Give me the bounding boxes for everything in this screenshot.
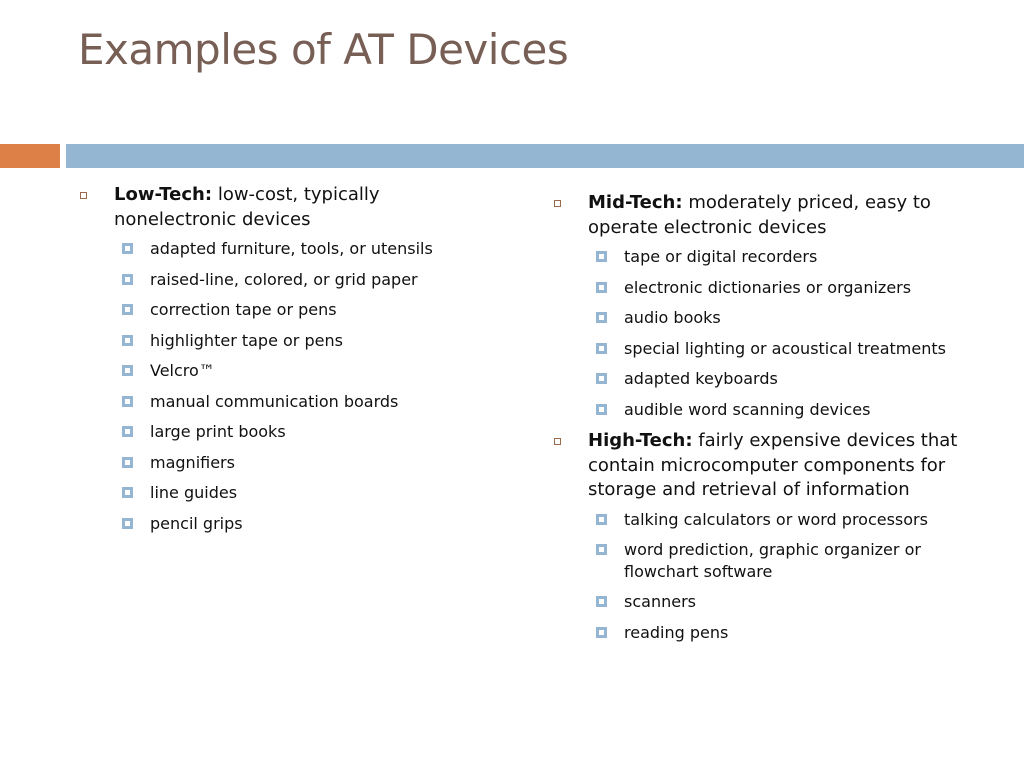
list-item: audio books	[588, 307, 982, 329]
square-bullet-icon	[596, 251, 607, 262]
low-tech-description: low-cost, typically nonelectronic devices	[114, 184, 380, 230]
list-item: Velcro™	[114, 360, 498, 382]
square-bullet-icon	[80, 192, 87, 199]
square-bullet-icon	[596, 404, 607, 415]
square-bullet-icon	[554, 200, 561, 207]
accent-bar-orange	[0, 144, 60, 168]
list-item: adapted furniture, tools, or utensils	[114, 238, 498, 260]
low-tech-label: Low-Tech:	[114, 184, 213, 205]
left-column	[78, 183, 498, 543]
list-item: raised-line, colored, or grid paper	[114, 269, 498, 291]
list-item: talking calculators or word processors	[588, 509, 982, 531]
square-bullet-icon	[596, 282, 607, 293]
list-item: scanners	[588, 591, 982, 613]
high-tech-item	[552, 429, 982, 643]
square-bullet-icon	[122, 426, 133, 437]
list-item: correction tape or pens	[114, 299, 498, 321]
list-item: large print books	[114, 421, 498, 443]
square-bullet-icon	[596, 627, 607, 638]
list-item: audible word scanning devices	[588, 399, 982, 421]
low-tech-item	[78, 183, 498, 534]
slide-title: Examples of AT Devices	[78, 25, 569, 74]
list-item: magnifiers	[114, 452, 498, 474]
square-bullet-icon	[122, 365, 133, 376]
list-item: highlighter tape or pens	[114, 330, 498, 352]
square-bullet-icon	[122, 304, 133, 315]
mid-tech-label: Mid-Tech:	[588, 192, 683, 213]
square-bullet-icon	[596, 373, 607, 384]
square-bullet-icon	[596, 312, 607, 323]
list-item: special lighting or acoustical treatments	[588, 338, 982, 360]
square-bullet-icon	[122, 457, 133, 468]
square-bullet-icon	[554, 438, 561, 445]
list-item: pencil grips	[114, 513, 498, 535]
square-bullet-icon	[596, 596, 607, 607]
right-column	[552, 191, 982, 652]
square-bullet-icon	[122, 518, 133, 529]
mid-tech-item	[552, 191, 982, 420]
high-tech-examples-list	[588, 509, 982, 644]
low-tech-examples-list	[114, 238, 498, 534]
square-bullet-icon	[596, 514, 607, 525]
list-item: word prediction, graphic organizer or flowchart software	[588, 539, 982, 582]
list-item: reading pens	[588, 622, 982, 644]
square-bullet-icon	[122, 335, 133, 346]
square-bullet-icon	[122, 274, 133, 285]
list-item: manual communication boards	[114, 391, 498, 413]
mid-tech-description: moderately priced, easy to operate electronic devices	[588, 192, 931, 238]
square-bullet-icon	[596, 343, 607, 354]
high-tech-label: High-Tech:	[588, 430, 693, 451]
list-item: tape or digital recorders	[588, 246, 982, 268]
accent-bar-blue	[66, 144, 1024, 168]
square-bullet-icon	[122, 243, 133, 254]
mid-tech-examples-list	[588, 246, 982, 420]
square-bullet-icon	[122, 487, 133, 498]
list-item: line guides	[114, 482, 498, 504]
square-bullet-icon	[596, 544, 607, 555]
high-tech-description: fairly expensive devices that contain microcomputer components for storage and retrieval of information	[588, 430, 958, 500]
square-bullet-icon	[122, 396, 133, 407]
list-item: adapted keyboards	[588, 368, 982, 390]
list-item: electronic dictionaries or organizers	[588, 277, 982, 299]
